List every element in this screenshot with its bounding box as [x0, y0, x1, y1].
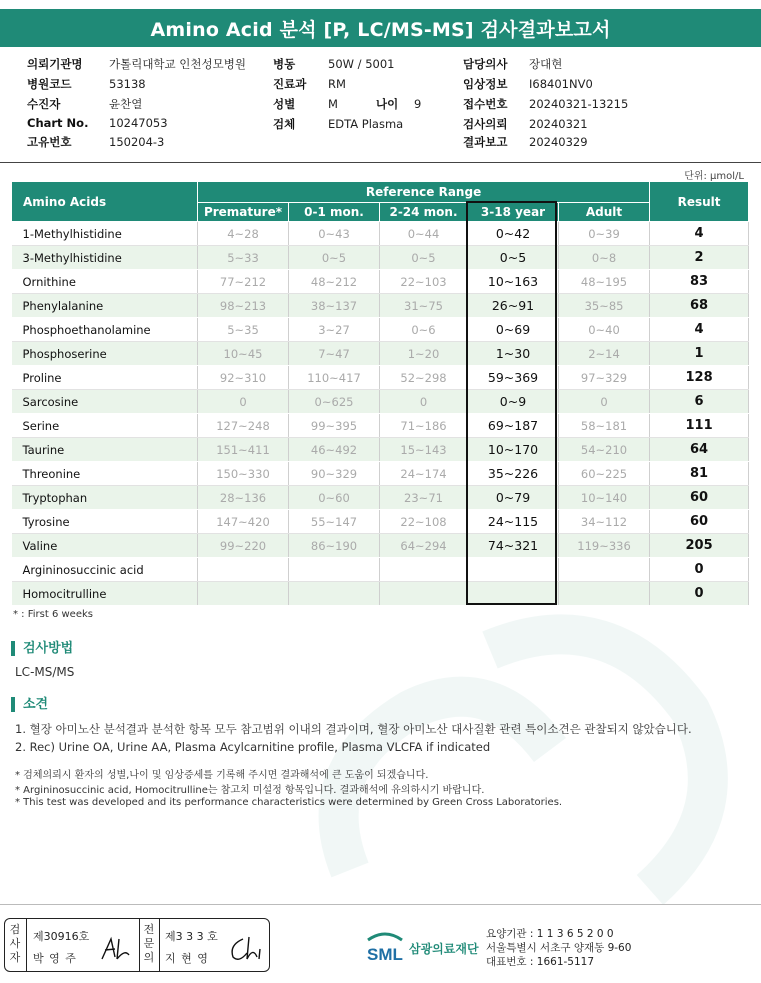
ward-row	[273, 56, 394, 72]
reference-range-cell: 151~411	[198, 438, 289, 462]
reference-range-cell: 0~69	[468, 318, 559, 342]
doctor-value: 장대현	[529, 57, 563, 71]
reference-range-cell: 58~181	[559, 414, 650, 438]
opinion-2: 2. Rec) Urine OA, Urine AA, Plasma Acylcarnitine profile, Plasma VLCFA if indicated	[15, 740, 491, 754]
reference-range-cell: 97~329	[559, 366, 650, 390]
tester-signature	[99, 935, 133, 965]
reference-range-cell	[559, 582, 650, 606]
result-cell: 0	[650, 558, 749, 582]
reference-range-cell	[559, 558, 650, 582]
reference-range-cell: 74~321	[468, 534, 559, 558]
reference-range-cell: 0	[380, 390, 468, 414]
reference-range-cell	[380, 582, 468, 606]
footer-divider	[0, 904, 761, 905]
org-info	[486, 927, 631, 969]
result-cell: 81	[650, 462, 749, 486]
ward-label: 병동	[273, 57, 296, 71]
table-row	[12, 390, 749, 414]
chart-row	[27, 116, 168, 130]
result-cell: 60	[650, 486, 749, 510]
reference-range-cell: 0	[559, 390, 650, 414]
amino-acid-name: Threonine	[12, 462, 198, 486]
reference-range-cell: 46~492	[289, 438, 380, 462]
amino-acid-name: Taurine	[12, 438, 198, 462]
opinion-title: 소견	[11, 697, 48, 712]
reference-range-cell: 52~298	[380, 366, 468, 390]
reference-range-cell: 86~190	[289, 534, 380, 558]
unique-row	[27, 134, 164, 150]
dept-label: 진료과	[273, 77, 307, 91]
reference-range-cell: 48~195	[559, 270, 650, 294]
table-row	[12, 582, 749, 606]
org-address: 서울특별시 서초구 양재동 9-60	[486, 942, 632, 954]
reference-range-cell: 92~310	[198, 366, 289, 390]
reference-range-cell: 38~137	[289, 294, 380, 318]
table-body	[12, 222, 749, 606]
clinical-row	[463, 76, 593, 92]
receipt-value: 20240321-13215	[529, 97, 629, 111]
reference-range-cell: 0~5	[380, 246, 468, 270]
reference-range-cell: 1~20	[380, 342, 468, 366]
reference-range-cell: 0~42	[468, 222, 559, 246]
reference-range-cell: 5~35	[198, 318, 289, 342]
specimen-label: 검체	[273, 117, 296, 131]
note-3: * This test was developed and its performance characteristics were determined by Green Cross Laboratories.	[15, 797, 563, 808]
reference-range-cell	[289, 582, 380, 606]
unit-label: 단위: µmol/L	[684, 171, 744, 182]
reference-range-cell: 31~75	[380, 294, 468, 318]
amino-acid-name: 1-Methylhistidine	[12, 222, 198, 246]
result-cell: 64	[650, 438, 749, 462]
sex-value: M	[328, 97, 338, 111]
amino-acid-name: Phenylalanine	[12, 294, 198, 318]
reference-range-cell: 4~28	[198, 222, 289, 246]
col-2-24-mon: 2-24 mon.	[380, 203, 468, 222]
reference-range-cell: 1~30	[468, 342, 559, 366]
age-label: 나이	[376, 97, 399, 111]
table-row	[12, 366, 749, 390]
table-row	[12, 510, 749, 534]
method-text: LC-MS/MS	[15, 665, 75, 679]
reference-range-cell: 54~210	[559, 438, 650, 462]
specialist-signature	[227, 933, 267, 965]
reference-range-cell: 0~79	[468, 486, 559, 510]
amino-acid-name: Valine	[12, 534, 198, 558]
reference-range-cell: 71~186	[380, 414, 468, 438]
table-row	[12, 270, 749, 294]
reference-range-cell	[380, 558, 468, 582]
institution-row	[27, 56, 246, 72]
request-value: 20240321	[529, 117, 588, 131]
watermark-logo	[290, 590, 760, 920]
age-value: 9	[414, 97, 422, 111]
amino-acid-name: 3-Methylhistidine	[12, 246, 198, 270]
premature-footnote: * : First 6 weeks	[13, 609, 93, 620]
method-title: 검사방법	[11, 641, 73, 656]
result-cell: 205	[650, 534, 749, 558]
specialist-no: 제3 3 3 호	[165, 930, 218, 943]
unique-label: 고유번호	[27, 135, 72, 149]
reference-range-cell: 35~226	[468, 462, 559, 486]
chart-label: Chart No.	[27, 116, 89, 130]
doctor-label: 담당의사	[463, 57, 508, 71]
result-cell: 4	[650, 318, 749, 342]
sign-divider	[159, 919, 160, 971]
reference-range-cell: 0~43	[289, 222, 380, 246]
col-amino-acids: Amino Acids	[12, 182, 198, 222]
reference-range-cell: 99~395	[289, 414, 380, 438]
result-cell: 4	[650, 222, 749, 246]
specimen-row	[273, 116, 403, 132]
reference-range-cell: 0~9	[468, 390, 559, 414]
reference-range-cell: 147~420	[198, 510, 289, 534]
result-cell: 1	[650, 342, 749, 366]
amino-acid-name: Tyrosine	[12, 510, 198, 534]
reference-range-cell: 69~187	[468, 414, 559, 438]
receipt-label: 접수번호	[463, 97, 508, 111]
reference-range-cell: 23~71	[380, 486, 468, 510]
sex-label: 성별	[273, 97, 296, 111]
reference-range-cell: 90~329	[289, 462, 380, 486]
result-cell: 111	[650, 414, 749, 438]
reference-range-cell: 0~6	[380, 318, 468, 342]
hospital-code-value: 53138	[109, 77, 146, 91]
reference-range-cell: 10~163	[468, 270, 559, 294]
sml-logo-icon	[364, 930, 406, 966]
reference-range-cell: 22~103	[380, 270, 468, 294]
report-row	[463, 134, 588, 150]
clinical-label: 임상정보	[463, 77, 508, 91]
specialist-label: 전 문 의	[143, 923, 155, 964]
ward-value: 50W / 5001	[328, 57, 395, 71]
amino-acid-name: Serine	[12, 414, 198, 438]
doctor-row	[463, 56, 562, 72]
result-cell: 2	[650, 246, 749, 270]
reference-range-cell: 150~330	[198, 462, 289, 486]
table-row	[12, 462, 749, 486]
reference-range-cell: 0~5	[468, 246, 559, 270]
table-row	[12, 558, 749, 582]
table-row	[12, 294, 749, 318]
reference-range-cell	[198, 582, 289, 606]
org-name: 삼광의료재단	[409, 942, 479, 956]
amino-acid-name: Phosphoethanolamine	[12, 318, 198, 342]
reference-range-cell: 64~294	[380, 534, 468, 558]
divider	[0, 162, 761, 163]
col-adult: Adult	[559, 203, 650, 222]
chart-value: 10247053	[109, 116, 168, 130]
amino-acid-name: Tryptophan	[12, 486, 198, 510]
reference-range-cell: 127~248	[198, 414, 289, 438]
table-row	[12, 438, 749, 462]
reference-range-cell: 22~108	[380, 510, 468, 534]
reference-range-cell: 0	[198, 390, 289, 414]
patient-value: 윤찬열	[109, 97, 143, 111]
result-cell: 128	[650, 366, 749, 390]
sign-divider	[26, 919, 27, 971]
svg-text:SML: SML	[367, 945, 403, 964]
tester-name: 박 영 주	[33, 952, 77, 965]
reference-range-cell: 77~212	[198, 270, 289, 294]
reference-range-cell: 48~212	[289, 270, 380, 294]
col-reference-range: Reference Range	[198, 182, 650, 203]
report-label: 결과보고	[463, 135, 508, 149]
reference-range-cell: 0~625	[289, 390, 380, 414]
specialist-name: 지 현 영	[165, 952, 209, 965]
org-code: 요양기관 : 1 1 3 6 5 2 0 0	[486, 928, 614, 940]
reference-range-cell: 0~60	[289, 486, 380, 510]
sex-age-row	[273, 96, 421, 112]
reference-range-cell: 26~91	[468, 294, 559, 318]
reference-range-cell: 3~27	[289, 318, 380, 342]
reference-range-cell: 110~417	[289, 366, 380, 390]
note-1: * 검체의뢰시 환자의 성별,나이 및 임상증세를 기록해 주시면 결과해석에 큰 도움이 되겠습니다.	[15, 770, 429, 781]
reference-range-cell: 28~136	[198, 486, 289, 510]
sign-divider	[139, 919, 140, 971]
org-phone: 대표번호 : 1661-5117	[486, 956, 595, 968]
reference-range-cell: 15~143	[380, 438, 468, 462]
reference-range-cell: 0~39	[559, 222, 650, 246]
reference-range-cell	[468, 582, 559, 606]
result-cell: 68	[650, 294, 749, 318]
patient-row	[27, 96, 142, 112]
reference-range-cell: 35~85	[559, 294, 650, 318]
tester-label: 검 사 자	[9, 923, 21, 964]
table-row	[12, 534, 749, 558]
reference-range-cell: 99~220	[198, 534, 289, 558]
reference-range-cell: 0~44	[380, 222, 468, 246]
tester-no: 제30916호	[33, 930, 90, 943]
hospital-code-row	[27, 76, 146, 92]
note-2: * Argininosuccinic acid, Homocitrulline는 참고치 미설정 항목입니다. 결과해석에 유의하시기 바랍니다.	[15, 785, 485, 796]
request-row	[463, 116, 588, 132]
result-cell: 0	[650, 582, 749, 606]
reference-range-cell	[198, 558, 289, 582]
amino-acid-name: Phosphoserine	[12, 342, 198, 366]
amino-acid-name: Homocitrulline	[12, 582, 198, 606]
amino-acid-name: Sarcosine	[12, 390, 198, 414]
reference-range-cell: 2~14	[559, 342, 650, 366]
reference-range-cell: 59~369	[468, 366, 559, 390]
amino-acid-table	[11, 181, 749, 606]
result-cell: 83	[650, 270, 749, 294]
table-row	[12, 342, 749, 366]
clinical-value: I68401NV0	[529, 77, 593, 91]
dept-row	[273, 76, 346, 92]
reference-range-cell: 98~213	[198, 294, 289, 318]
reference-range-cell: 10~170	[468, 438, 559, 462]
reference-range-cell: 10~140	[559, 486, 650, 510]
table-row	[12, 318, 749, 342]
amino-acid-name: Ornithine	[12, 270, 198, 294]
table-row	[12, 486, 749, 510]
reference-range-cell: 60~225	[559, 462, 650, 486]
reference-range-cell: 10~45	[198, 342, 289, 366]
unique-value: 150204-3	[109, 135, 165, 149]
reference-range-cell: 7~47	[289, 342, 380, 366]
report-title: Amino Acid 분석 [P, LC/MS-MS] 검사결과보고서	[0, 9, 761, 47]
amino-acid-name: Argininosuccinic acid	[12, 558, 198, 582]
hospital-code-label: 병원코드	[27, 77, 72, 91]
reference-range-cell: 0~5	[289, 246, 380, 270]
result-cell: 6	[650, 390, 749, 414]
reference-range-cell: 119~336	[559, 534, 650, 558]
result-cell: 60	[650, 510, 749, 534]
opinion-1: 1. 혈장 아미노산 분석결과 분석한 항목 모두 참고범위 이내의 결과이며, 혈장 아미노산 대사질환 관련 특이소견은 관찰되지 않았습니다.	[15, 722, 692, 736]
reference-range-cell: 0~40	[559, 318, 650, 342]
reference-range-cell: 34~112	[559, 510, 650, 534]
reference-range-cell: 55~147	[289, 510, 380, 534]
request-label: 검사의뢰	[463, 117, 508, 131]
col-0-1-mon: 0-1 mon.	[289, 203, 380, 222]
reference-range-cell	[468, 558, 559, 582]
institution-value: 가톨릭대학교 인천성모병원	[109, 57, 246, 71]
institution-label: 의뢰기관명	[27, 57, 83, 71]
amino-acid-name: Proline	[12, 366, 198, 390]
col-3-18-year: 3-18 year	[468, 203, 559, 222]
dept-value: RM	[328, 77, 346, 91]
col-result: Result	[650, 182, 749, 222]
reference-range-cell: 5~33	[198, 246, 289, 270]
col-premature: Premature*	[198, 203, 289, 222]
receipt-row	[463, 96, 628, 112]
specimen-value: EDTA Plasma	[328, 117, 404, 131]
reference-range-cell	[289, 558, 380, 582]
reference-range-cell: 0~8	[559, 246, 650, 270]
report-value: 20240329	[529, 135, 588, 149]
reference-range-cell: 24~174	[380, 462, 468, 486]
table-row	[12, 222, 749, 246]
signature-box	[4, 918, 270, 972]
table-row	[12, 414, 749, 438]
patient-label: 수진자	[27, 97, 61, 111]
table-row	[12, 246, 749, 270]
reference-range-cell: 24~115	[468, 510, 559, 534]
